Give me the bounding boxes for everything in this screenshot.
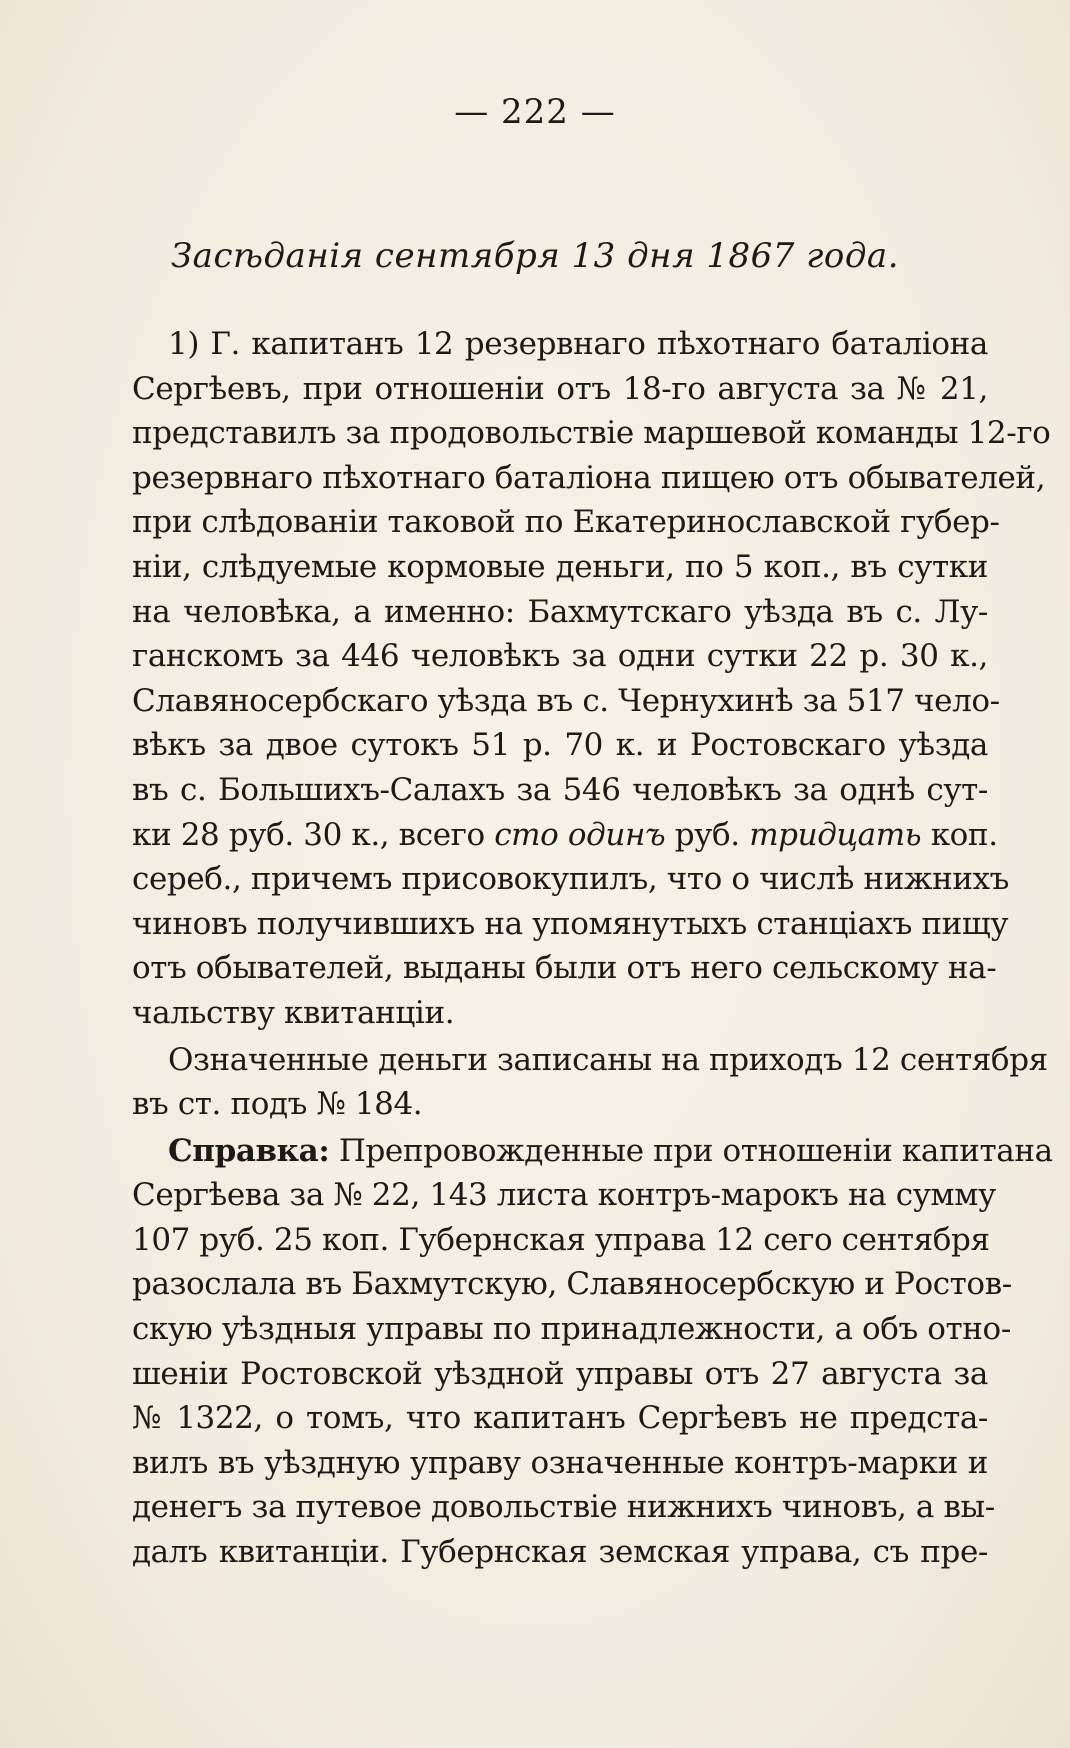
text-line: Означенные деньги записаны на приходъ 12 сентября bbox=[168, 1041, 1048, 1078]
text-line: чальству квитанціи. bbox=[132, 994, 455, 1031]
text-line: вилъ въ уѣздную управу означенные контръ-марки и bbox=[132, 1444, 988, 1481]
text-line: Славяносербскаго уѣзда въ с. Чернухинѣ за 517 чело- bbox=[132, 682, 1000, 719]
text-line: разослала въ Бахмутскую, Славяносербскую и Ростов- bbox=[132, 1266, 1012, 1303]
text-line: скую уѣздныя управы по принадлежности, а объ отно- bbox=[132, 1311, 1011, 1348]
text-line: на человѣка, а именно: Бахмутскаго уѣзда въ с. Лу- bbox=[132, 593, 988, 630]
text-line: представилъ за продовольствіе маршевой команды 12-го bbox=[132, 415, 1051, 452]
text-line: 107 руб. 25 коп. Губернская управа 12 сего сентября bbox=[132, 1221, 990, 1258]
text-line: ніи, слѣдуемые кормовые деньги, по 5 коп., въ сутки bbox=[132, 548, 988, 585]
reference-label: Справка: bbox=[168, 1132, 330, 1169]
text-line: далъ квитанціи. Губернская земская управа, съ пре- bbox=[132, 1534, 988, 1571]
text-line: отъ обывателей, выданы были отъ него сельскому на- bbox=[132, 950, 997, 987]
text-line: шеніи Ростовской уѣздной управы отъ 27 августа за bbox=[132, 1355, 988, 1392]
text-line: № 1322, о томъ, что капитанъ Сергѣевъ не предста- bbox=[132, 1400, 988, 1437]
text-line: ганскомъ за 446 человѣкъ за одни сутки 22 р. 30 к., bbox=[132, 638, 988, 675]
text-line: сереб., причемъ присовокупилъ, что о числѣ нижнихъ bbox=[132, 861, 1010, 898]
text-line: при слѣдованіи таковой по Екатеринославской губер- bbox=[132, 504, 1000, 541]
session-heading: Засѣданія сентября 13 дня 1867 года. bbox=[171, 236, 899, 276]
text-line: вѣкъ за двое сутокъ 51 р. 70 к. и Ростовскаго уѣзда bbox=[132, 727, 988, 764]
text-line: 1) Г. капитанъ 12 резервнаго пѣхотнаго баталіона bbox=[168, 326, 988, 362]
text-line: чиновъ получившихъ на упомянутыхъ станціахъ пищу bbox=[132, 905, 1009, 942]
sum-in-words: сто одинъ bbox=[494, 816, 666, 853]
text-line: Сергѣева за № 22, 143 листа контръ-марокъ на сумму bbox=[132, 1177, 996, 1214]
page-number: — 222 — bbox=[454, 92, 616, 132]
text-line: резервнаго пѣхотнаго баталіона пищею отъ обывателей, bbox=[132, 459, 1046, 496]
text-line: денегъ за путевое довольствіе нижнихъ чиновъ, а вы- bbox=[132, 1489, 995, 1526]
body-text bbox=[132, 322, 1053, 1575]
sum-in-words: тридцать bbox=[749, 816, 922, 853]
text-line: въ с. Большихъ-Салахъ за 546 человѣкъ за однѣ сут- bbox=[132, 771, 988, 808]
text-line: ки 28 руб. 30 к., всего сто одинъ руб. тридцать коп. bbox=[132, 816, 998, 853]
text-line: въ ст. подъ № 184. bbox=[132, 1086, 423, 1123]
text-line: Сергѣевъ, при отношеніи отъ 18-го августа за № 21, bbox=[132, 370, 988, 407]
text-line: Справка: Препровожденные при отношеніи капитана bbox=[168, 1132, 1053, 1169]
